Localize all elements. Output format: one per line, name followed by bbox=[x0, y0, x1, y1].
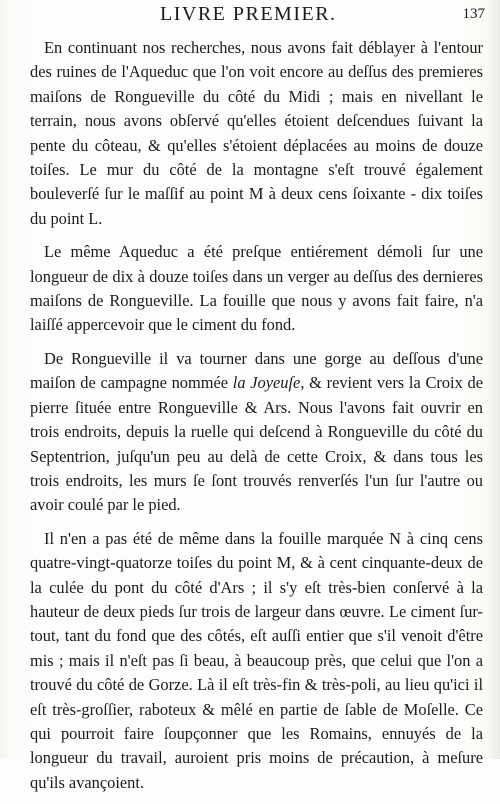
page-header bbox=[30, 3, 485, 33]
page-edge-shadow bbox=[486, 0, 500, 759]
paragraph-1: En continuant nos recherches, nous avons fait déblayer à l'entour des ruines de l'Aqueduc que l'on voit encore au deſſus des premieres maiſons de Rongueville du côté du Midi ; mais en nivellant le terrain, nous avons obſervé qu'elles étoient deſcendues ſuivant la pente du côteau, & qu'elles s'étoient déplacées au moins de douze toiſes. Le mur du côté de la montagne s'eſt trouvé également bouleverſé ſur le maſſif au point M à deux cens ſoixante - dix toiſes du point L. bbox=[30, 38, 483, 228]
paragraph-2: Le même Aqueduc a été preſque entiérement démoli ſur une longueur de dix à douze toiſes dans un verger au deſſus des dernieres maiſons de Rongueville. La fouille que nous y avons fait faire, n'a laiſſé appercevoir que le ciment du fond. bbox=[30, 242, 483, 335]
running-head: LIVRE PREMIER. bbox=[160, 3, 337, 25]
page-number: 137 bbox=[462, 6, 485, 22]
paragraph-4: Il n'en a pas été de même dans la fouille marquée N à cinq cens quatre-vingt-quatorze toiſes du point M, & à cent cinquante-deux de la culée du pont du côté d'Ars ; il s'y eſt très-bien conſervé à la hauteur de deux pieds ſur trois de largeur dans œuvre. Le ciment ſur-tout, tant du fond que des côtés, eſt auſſi entier que s'il venoit d'être mis ; mais il n'eſt pas ſi beau, à beaucoup près, que celui que l'on a trouvé du côté de Gorze. Là il eſt très-fin & très-poli, au lieu qu'ici il eſt très-groſſier, raboteux & mêlé en partie de ſable de Moſelle. Ce qui pourroit faire ſoupçonner que les Romains, ennuyés de la longueur du travail, auroient pris moins de précaution, à meſure qu'ils avançoient. bbox=[30, 528, 483, 792]
paragraph-3-part-1: De Rongueville il va tourner dans une gorge au deſſous d'une maiſon de campagne nommée bbox=[30, 348, 483, 393]
house-name-italic: la Joyeuſe bbox=[232, 373, 301, 393]
paragraph-3-part-2: , & revient vers la Croix de pierre ſituée entre Rongueville & Ars. Nous l'avons fait ouvrir en trois endroits, depuis la ruelle qui deſcend à Rongueville du côté du Septentrion, juſqu'un peu au delà de cette Croix, & dans tous les trois endroits, les murs ſe ſont trouvés renverſés l'un ſur l'autre ou avoir coulé par le pied. bbox=[30, 373, 483, 515]
body-text bbox=[30, 36, 483, 804]
paragraph-3 bbox=[30, 347, 483, 518]
